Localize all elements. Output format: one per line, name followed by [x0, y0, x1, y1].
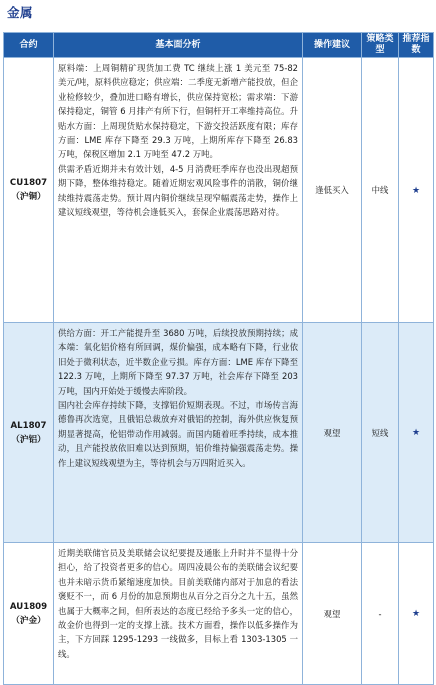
contract-name: （沪铜）: [11, 192, 46, 202]
header-analysis: 基本面分析: [54, 33, 303, 58]
strategy-cell: -: [362, 543, 399, 685]
analysis-paragraph: 供需矛盾近期并未有效计划，4-5 月消费旺季库存也没出现超预期下降，整体维持稳定。随着近期宏观风险事件的消散，铜价继续维持震荡走势。预计周内铜价继续呈现窄幅震荡走势，操作上建议短线观望，等待机会逢低买入，套保企业震荡思路对待。: [58, 163, 298, 218]
page-title: 金属: [7, 5, 34, 20]
rating-cell: [399, 323, 434, 543]
advice-cell: 逢低买入: [303, 58, 362, 323]
table-row: [4, 323, 434, 543]
analysis-paragraph: 近期美联储官员及美联储会议纪要提及通胀上升时并不显得十分担心，给了投资者更多的信心。周四凌晨公布的美联储会议纪要也并未暗示货币紧缩速度加快。目前美联储内部对于加息的看法褒贬不一，而 6 月份的加息预期也从百分之百分之九十五，虽然也属于大概率之间，但所表达的态度已经给予多头一定的信心，故金价也得到一定的支撑上涨。技术方面看，操作以低多操作为主，下方回踩 1295-1293 一线做多，目标上看 1303-1305 一线。: [58, 548, 298, 659]
contract-code: AU1809: [9, 601, 48, 612]
strategy-cell: 短线: [362, 323, 399, 543]
table-header-row: [4, 33, 434, 58]
contract-code: AL1807: [10, 420, 47, 431]
analysis-paragraph: 原料端：上周铜精矿现货加工费 TC 继续上涨 1 美元至 75-82 美元/吨，原料供应稳定；供应端：二季度无新增产能投放，但企业检修较少，叠加进口略有增长，供应保持宽松；需求端：下游保持稳定，铜管 6 月排产有所下行，但铜杆开工率维持高位。升贴水方面：上周现货贴水保持稳定，下游交投活跃度有限；库存方面：LME 库存下降至 29.3 万吨，上期所库存下降至 26.83 万吨，保税区增加 2.1 万吨至 47.2 万吨。: [58, 63, 298, 160]
table-row: [4, 58, 434, 323]
star-icon: ★: [411, 609, 421, 619]
header-strategy: 策略类型: [362, 33, 399, 58]
table-row: [4, 543, 434, 685]
header-advice: 操作建议: [303, 33, 362, 58]
rating-cell: [399, 58, 434, 323]
contract-name: （沪铝）: [11, 434, 46, 445]
star-icon: ★: [411, 428, 421, 438]
analysis-paragraph: 供给方面：开工产能提升至 3680 万吨，后续投放预期持续；成本端：氧化铝价格有所回调，煤价偏强，成本略有下降，行业依旧处于微利状态，近半数企业亏损。库存方面：LME 库存下降至 122.3 万吨，上期所下降至 97.37 万吨，社会库存下降至 203 万吨，国内开始处于缓慢去库阶段。: [58, 328, 298, 396]
strategy-cell: 中线: [362, 58, 399, 323]
analysis-cell: [54, 323, 303, 543]
metals-strategy-table: [3, 32, 434, 685]
advice-cell: 观望: [303, 323, 362, 543]
contract-code: CU1807: [9, 178, 48, 188]
analysis-cell: [54, 543, 303, 685]
contract-cell: [4, 323, 54, 543]
contract-cell: [4, 543, 54, 685]
contract-name: （沪金）: [11, 615, 46, 626]
contract-cell: [4, 58, 54, 323]
header-rating: 推荐指数: [399, 33, 434, 58]
header-contract: 合约: [4, 33, 54, 58]
analysis-cell: [54, 58, 303, 323]
advice-cell: 观望: [303, 543, 362, 685]
analysis-paragraph: 国内社会库存持续下降，支撑铝价短期表现。不过，市场传言海德鲁再次选宽，且俄铝总裁放弃对俄铝的控制，海外供应恢复预期显著提高，伦铝带动作用减弱。而国内随着旺季持续，成本推动，且产能投放依旧难以达到预期，铝价维持偏强震荡走势。操作上建议短线观望为主，等待机会与万四附近买入。: [58, 400, 298, 468]
star-icon: ★: [411, 185, 421, 196]
rating-cell: [399, 543, 434, 685]
